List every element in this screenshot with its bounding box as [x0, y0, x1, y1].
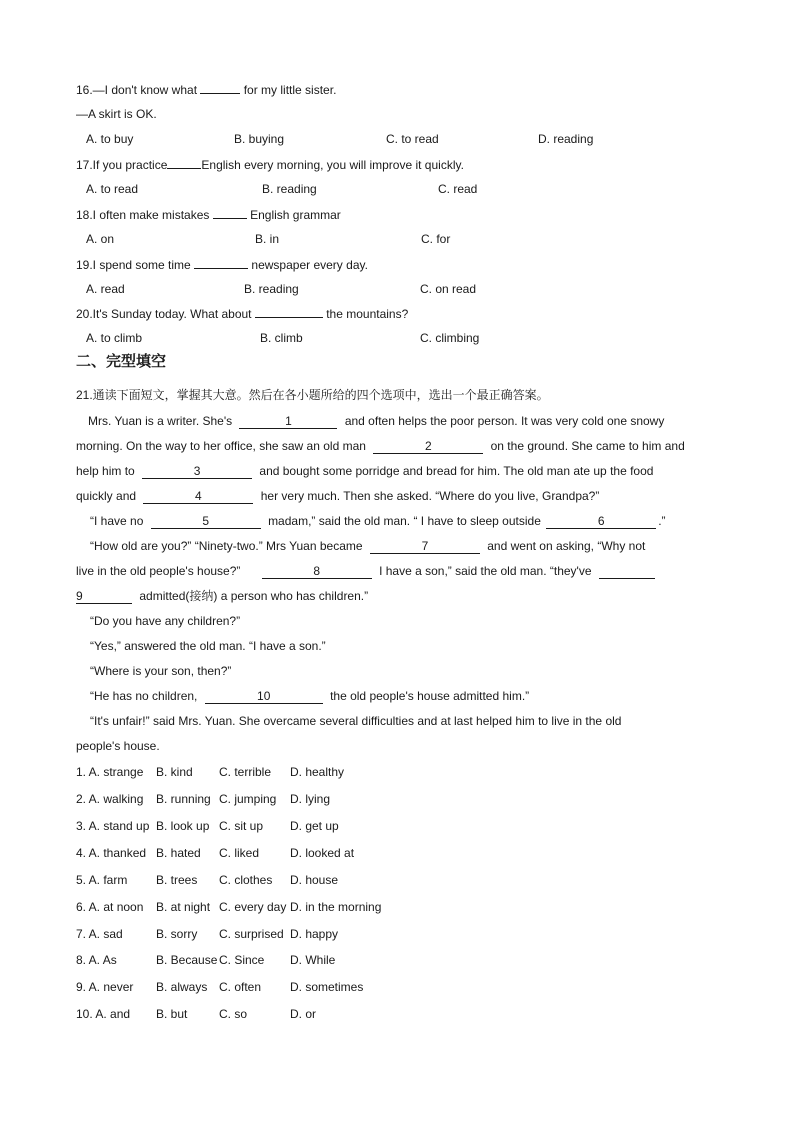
q20-blank	[255, 305, 323, 318]
passage-line-6	[90, 538, 645, 554]
passage-line-13: “It's unfair!” said Mrs. Yuan. She overcame several difficulties and at last helped him to live in the old	[90, 714, 622, 728]
q17-option-b: B. reading	[262, 182, 317, 196]
blank-6: 6	[546, 514, 656, 529]
passage-text: morning. On the way to her office, she saw an old man	[76, 439, 366, 453]
answer-10-c: C. so	[219, 1007, 248, 1021]
answer-2-d: D. lying	[290, 792, 331, 806]
blank-3: 3	[142, 464, 252, 479]
passage-line-5	[90, 513, 666, 529]
passage-text: .”	[658, 514, 666, 528]
passage-line-2	[76, 438, 685, 454]
q16-blank	[200, 81, 240, 94]
passage-line-10: “Yes,” answered the old man. “I have a son.”	[90, 639, 326, 653]
passage-line-7	[76, 563, 655, 579]
answer-4-d: D. looked at	[290, 846, 355, 860]
answer-1-c: C. terrible	[219, 765, 272, 779]
blank-1: 1	[239, 414, 337, 429]
passage-line-4	[76, 488, 599, 504]
answer-4-a: 4. A. thanked	[76, 846, 147, 860]
passage-text: quickly and	[76, 489, 137, 503]
answer-7-d: D. happy	[290, 927, 339, 941]
passage-text: “He has no children,	[90, 689, 198, 703]
answer-8-c: C. Since	[219, 953, 265, 967]
passage-line-9: “Do you have any children?”	[90, 614, 241, 628]
answer-7-a: 7. A. sad	[76, 927, 123, 941]
blank-9: 9	[76, 589, 132, 604]
answer-2-c: C. jumping	[219, 792, 277, 806]
answer-3-c: C. sit up	[219, 819, 264, 833]
passage-text: live in the old people's house?”	[76, 564, 241, 578]
answer-6-d: D. in the morning	[290, 900, 382, 914]
answer-3-a: 3. A. stand up	[76, 819, 150, 833]
q18-option-a: A. on	[86, 232, 115, 246]
passage-line-12	[90, 688, 529, 704]
answer-9-a: 9. A. never	[76, 980, 134, 994]
passage-text: “How old are you?” “Ninety-two.” Mrs Yuan became	[90, 539, 363, 553]
question-17-stem	[76, 156, 464, 173]
blank-7: 7	[370, 539, 480, 554]
answer-6-a: 6. A. at noon	[76, 900, 144, 914]
answer-3-d: D. get up	[290, 819, 339, 833]
passage-line-1	[88, 413, 664, 429]
q18-option-c: C. for	[421, 232, 451, 246]
passage-line-11: “Where is your son, then?”	[90, 664, 232, 678]
answer-9-b: B. always	[156, 980, 208, 994]
question-20-stem	[76, 305, 408, 322]
answer-5-d: D. house	[290, 873, 339, 887]
passage-text: on the ground. She came to him and	[490, 439, 685, 453]
answer-8-b: B. Because	[156, 953, 218, 967]
q19-stem-end: newspaper every day.	[251, 258, 368, 272]
q16-option-d: D. reading	[538, 132, 594, 146]
q20-option-b: B. climb	[260, 331, 303, 345]
q16-option-c: C. to read	[386, 132, 439, 146]
question-19-stem	[76, 256, 368, 273]
q20-stem-end: the mountains?	[326, 307, 409, 321]
q18-option-b: B. in	[255, 232, 280, 246]
passage-text: and bought some porridge and bread for him. The old man ate up the food	[259, 464, 654, 478]
blank-9-start	[599, 564, 655, 579]
answer-4-b: B. hated	[156, 846, 201, 860]
passage-text: Mrs. Yuan is a writer. She's	[88, 414, 233, 428]
passage-text: and went on asking, “Why not	[487, 539, 646, 553]
passage-text: the old people's house admitted him.”	[330, 689, 530, 703]
blank-2: 2	[373, 439, 483, 454]
q16-stem-end: for my little sister.	[243, 83, 337, 97]
q16-stem-start: 16.—I don't know what	[76, 83, 198, 97]
question-18-stem	[76, 206, 341, 223]
q20-option-c: C. climbing	[420, 331, 480, 345]
q16-option-b: B. buying	[234, 132, 285, 146]
question-16-stem	[76, 81, 336, 98]
answer-1-d: D. healthy	[290, 765, 345, 779]
passage-text: “I have no	[90, 514, 144, 528]
answer-5-c: C. clothes	[219, 873, 273, 887]
passage-line-14: people's house.	[76, 739, 160, 753]
passage-text: help him to	[76, 464, 135, 478]
q16-option-a: A. to buy	[86, 132, 134, 146]
passage-line-8	[76, 588, 368, 604]
answer-5-b: B. trees	[156, 873, 198, 887]
q18-stem-start: 18.I often make mistakes	[76, 208, 210, 222]
answer-6-b: B. at night	[156, 900, 211, 914]
answer-1-a: 1. A. strange	[76, 765, 144, 779]
answer-10-a: 10. A. and	[76, 1007, 131, 1021]
answer-2-b: B. running	[156, 792, 211, 806]
answer-8-a: 8. A. As	[76, 953, 117, 967]
answer-8-d: D. While	[290, 953, 336, 967]
q18-blank	[213, 206, 247, 219]
q17-stem-start: 17.If you practice	[76, 158, 168, 172]
blank-4: 4	[143, 489, 253, 504]
answer-6-c: C. every day	[219, 900, 287, 914]
answer-3-b: B. look up	[156, 819, 210, 833]
q17-stem-end: English every morning, you will improve it quickly.	[201, 158, 464, 172]
q20-option-a: A. to climb	[86, 331, 143, 345]
passage-text: madam,” said the old man. “ I have to sleep outside	[268, 514, 541, 528]
passage-line-3	[76, 463, 653, 479]
q21-instruction: 21.通读下面短文，掌握其大意。然后在各小题所给的四个选项中，选出一个最正确答案。	[76, 388, 549, 402]
section-title: 二、完型填空	[76, 353, 167, 370]
answer-10-b: B. but	[156, 1007, 188, 1021]
answer-9-d: D. sometimes	[290, 980, 364, 994]
answer-2-a: 2. A. walking	[76, 792, 144, 806]
q16-reply: —A skirt is OK.	[76, 107, 157, 121]
answer-7-b: B. sorry	[156, 927, 198, 941]
q19-option-a: A. read	[86, 282, 125, 296]
q17-blank	[167, 156, 201, 169]
answer-7-c: C. surprised	[219, 927, 284, 941]
answer-10-d: D. or	[290, 1007, 317, 1021]
q18-stem-end: English grammar	[250, 208, 341, 222]
q19-option-b: B. reading	[244, 282, 299, 296]
q17-option-c: C. read	[438, 182, 478, 196]
blank-5: 5	[151, 514, 261, 529]
answer-9-c: C. often	[219, 980, 262, 994]
q19-stem-start: 19.I spend some time	[76, 258, 191, 272]
q20-stem-start: 20.It's Sunday today. What about	[76, 307, 252, 321]
q17-option-a: A. to read	[86, 182, 139, 196]
blank-8: 8	[262, 564, 372, 579]
passage-text: admitted(接纳) a person who has children.”	[139, 589, 369, 603]
passage-text: her very much. Then she asked. “Where do you live, Grandpa?”	[260, 489, 600, 503]
q19-option-c: C. on read	[420, 282, 477, 296]
passage-text: and often helps the poor person. It was very cold one snowy	[344, 414, 665, 428]
passage-text: I have a son,” said the old man. “they've	[379, 564, 592, 578]
answer-1-b: B. kind	[156, 765, 193, 779]
q19-blank	[194, 256, 248, 269]
answer-4-c: C. liked	[219, 846, 260, 860]
answer-5-a: 5. A. farm	[76, 873, 128, 887]
blank-10: 10	[205, 689, 323, 704]
